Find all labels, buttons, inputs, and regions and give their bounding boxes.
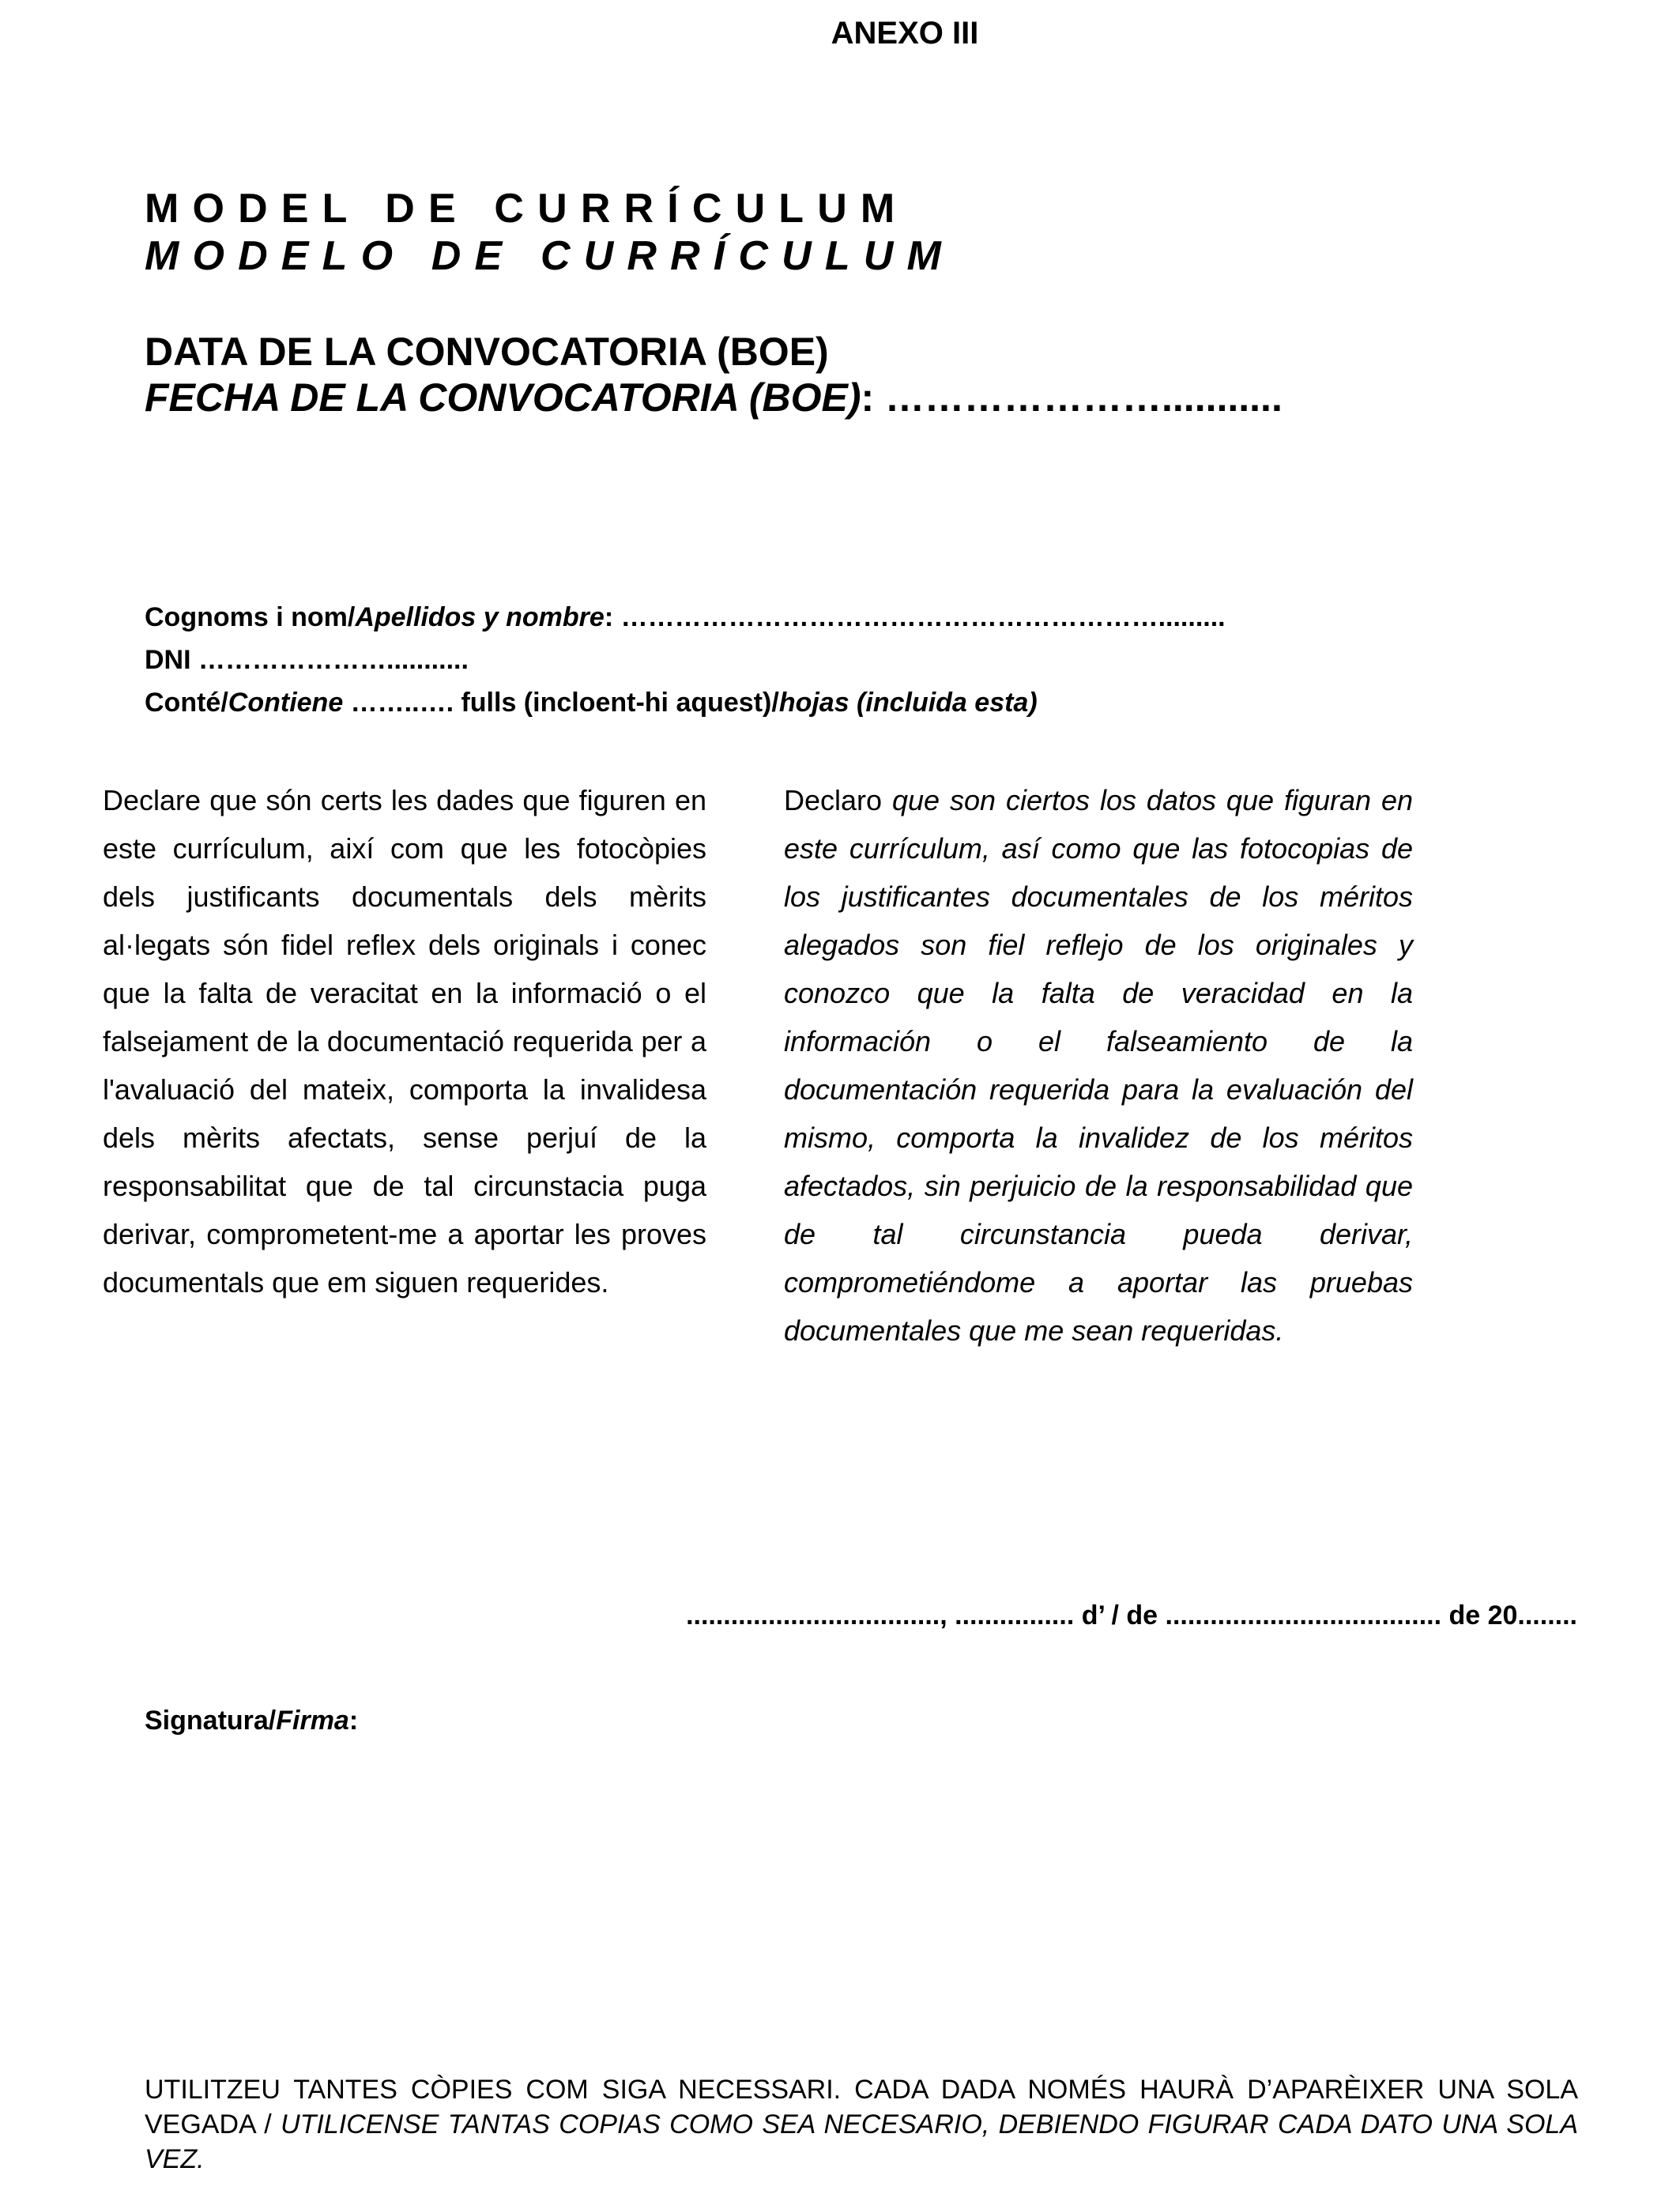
convocatoria-date-spanish: [145, 375, 1283, 420]
signature-colon: :: [348, 1706, 359, 1736]
name-label-catalan: Cognoms i nom/: [145, 602, 356, 632]
convocatoria-date-spanish-label: FECHA DE LA CONVOCATORIA (BOE): [145, 375, 861, 420]
convocatoria-date-field[interactable]: : …………………...........: [861, 375, 1283, 420]
signature-label: [145, 1699, 358, 1742]
signature-label-catalan: Signatura/: [145, 1706, 277, 1736]
dni-field[interactable]: DNI …………………...........: [145, 645, 469, 675]
name-field[interactable]: : …………………………………………………….........: [604, 602, 1226, 632]
pages-label-spanish: Contiene: [228, 688, 344, 718]
title-spanish: MODELO DE CURRÍCULUM: [145, 233, 955, 279]
pages-field-row: [145, 681, 1038, 724]
pages-note-spanish: hojas (incluida esta): [778, 688, 1038, 718]
pages-label-catalan: Conté/: [145, 688, 228, 718]
title-catalan: MODEL DE CURRÍCULUM: [145, 186, 909, 232]
declaration-catalan: Declare que són certs les dades que figuren en este currículum, així com que les fotocòpies dels justificants documentals dels mèrits al·legats són fidel reflex dels originals i conec que la falta de veracitat en la informació o el falsejament de la documentació requerida per a l'avaluació del mateix, comporta la invalidesa dels mèrits afectats, sense perjuí de la responsabilitat que de tal circunstacia puga derivar, comprometent-me a aportar les proves documentals que em siguen requerides.: [103, 784, 706, 1299]
declaration-spanish-lead: Declaro: [784, 784, 883, 816]
annex-heading: ANEXO III: [831, 16, 979, 51]
footer-note: [145, 2072, 1578, 2177]
place-date-line[interactable]: .................................., ................ d’ / de ..................................... de 20........: [686, 1600, 1577, 1630]
name-field-row: [145, 596, 1226, 639]
declaration-spanish-body: que son ciertos los datos que figuran en este currículum, así como que las fotocopias de los justificantes documentales de los méritos alegados son fiel reflejo de los originales y conozco que la falta de veracidad en la información o el falseamiento de la documentación requerida para la evaluación del mismo, comporta la invalidez de los méritos afectados, sin perjuicio de la responsabilidad que de tal circunstancia pueda derivar, comprometiéndome a aportar las pruebas documentales que me sean requeridas.: [784, 784, 1413, 1347]
name-label-spanish: Apellidos y nombre: [355, 602, 605, 632]
declaration-spanish: [784, 776, 1413, 1355]
convocatoria-date-catalan: DATA DE LA CONVOCATORIA (BOE): [145, 330, 829, 374]
pages-field[interactable]: ……..…. fulls (incloent-hi aquest)/: [343, 688, 779, 718]
signature-label-spanish: Firma: [276, 1706, 349, 1736]
footer-note-catalan: UTILITZEU TANTES CÒPIES COM SIGA NECESSARI. CADA DADA NOMÉS HAURÀ D’APARÈIXER UNA SOLA VEGADA /: [145, 2075, 1578, 2139]
footer-note-spanish: UTILICENSE TANTAS COPIAS COMO SEA NECESARIO, DEBIENDO FIGURAR CADA DATO UNA SOLA VEZ.: [145, 2109, 1578, 2174]
